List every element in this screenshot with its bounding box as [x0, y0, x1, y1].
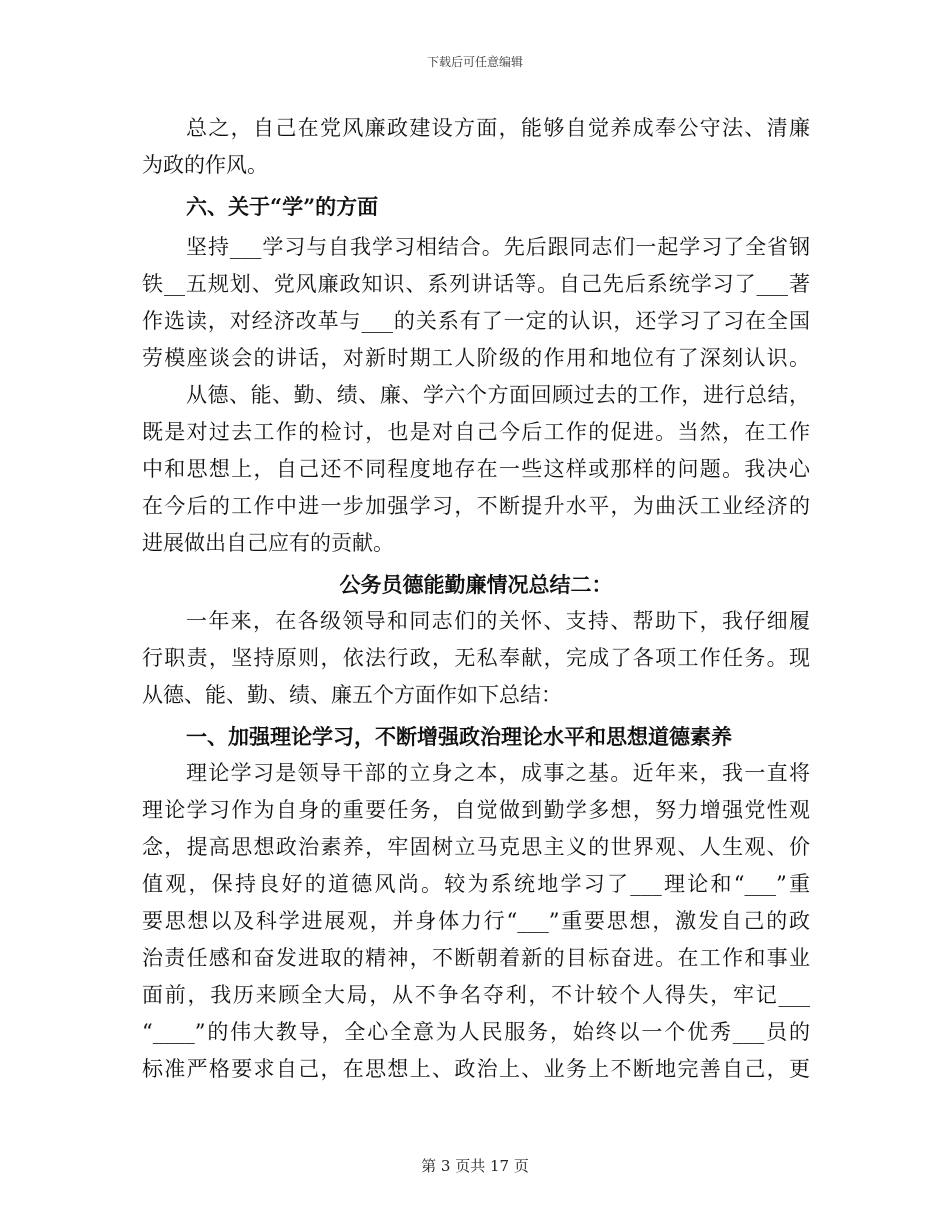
paragraph-line: 进展做出自己应有的贡献。: [142, 531, 394, 555]
paragraph-line: 行职责，坚持原则，依法行政，无私奉献，完成了各项工作任务。现: [142, 646, 810, 670]
paragraph-line: 一年来，在各级领导和同志们的关怀、支持、帮助下，我仔细履: [186, 609, 810, 633]
paragraph-line: 标准严格要求自己，在思想上、政治上、业务上不断地完善自己，更: [142, 1057, 810, 1081]
paragraph-line: 从德、能、勤、绩、廉、学六个方面回顾过去的工作，进行总结，: [186, 383, 810, 407]
section-title: 公务员德能勤廉情况总结二：: [339, 572, 613, 597]
paragraph-line: 铁__五规划、党风廉政知识、系列讲话等。自己先后系统学习了___著: [142, 272, 810, 296]
paragraph-line: 中和思想上，自己还不同程度地存在一些这样或那样的问题。我决心: [142, 457, 810, 481]
paragraph-line: “____”的伟大教导，全心全意为人民服务，始终以一个优秀___员的: [142, 1020, 810, 1044]
section-heading: 六、关于“学”的方面: [186, 194, 379, 219]
page-footer: 第 3 页共 17 页: [421, 1157, 529, 1175]
paragraph-line: 劳模座谈会的讲话，对新时期工人阶级的作用和地位有了深刻认识。: [142, 346, 810, 370]
paragraph-line: 为政的作风。: [142, 153, 268, 177]
paragraph-line: 作选读，对经济改革与___的关系有了一定的认识，还学习了习在全国: [142, 309, 810, 333]
paragraph-line: 从德、能、勤、绩、廉五个方面作如下总结：: [142, 683, 562, 707]
document-body: [142, 110, 810, 1088]
section-heading: 一、加强理论学习，不断增强政治理论水平和思想道德素养: [186, 724, 732, 749]
paragraph-line: 治责任感和奋发进取的精神，不断朝着新的目标奋进。在工作和事业: [142, 946, 810, 970]
paragraph-line: 既是对过去工作的检讨，也是对自己今后工作的促进。当然，在工作: [142, 420, 810, 444]
paragraph-line: 面前，我历来顾全大局，从不争名夺利，不计较个人得失，牢记___: [142, 983, 810, 1007]
paragraph-line: 要思想以及科学进展观，并身体力行“___”重要思想，激发自己的政: [142, 909, 810, 933]
paragraph-line: 总之，自己在党风廉政建设方面，能够自觉养成奉公守法、清廉: [186, 116, 810, 140]
paragraph-line: 理论学习作为自身的重要任务，自觉做到勤学多想，努力增强党性观: [142, 798, 810, 822]
paragraph-line: 值观，保持良好的道德风尚。较为系统地学习了___理论和“___”重: [142, 872, 810, 896]
paragraph-line: 理论学习是领导干部的立身之本，成事之基。近年来，我一直将: [186, 761, 810, 785]
paragraph-line: 坚持___学习与自我学习相结合。先后跟同志们一起学习了全省钢: [186, 235, 810, 259]
page-header: 下载后可任意编辑: [426, 55, 523, 69]
paragraph-line: 念，提高思想政治素养，牢固树立马克思主义的世界观、人生观、价: [142, 835, 810, 859]
paragraph-line: 在今后的工作中进一步加强学习，不断提升水平，为曲沃工业经济的: [142, 494, 810, 518]
